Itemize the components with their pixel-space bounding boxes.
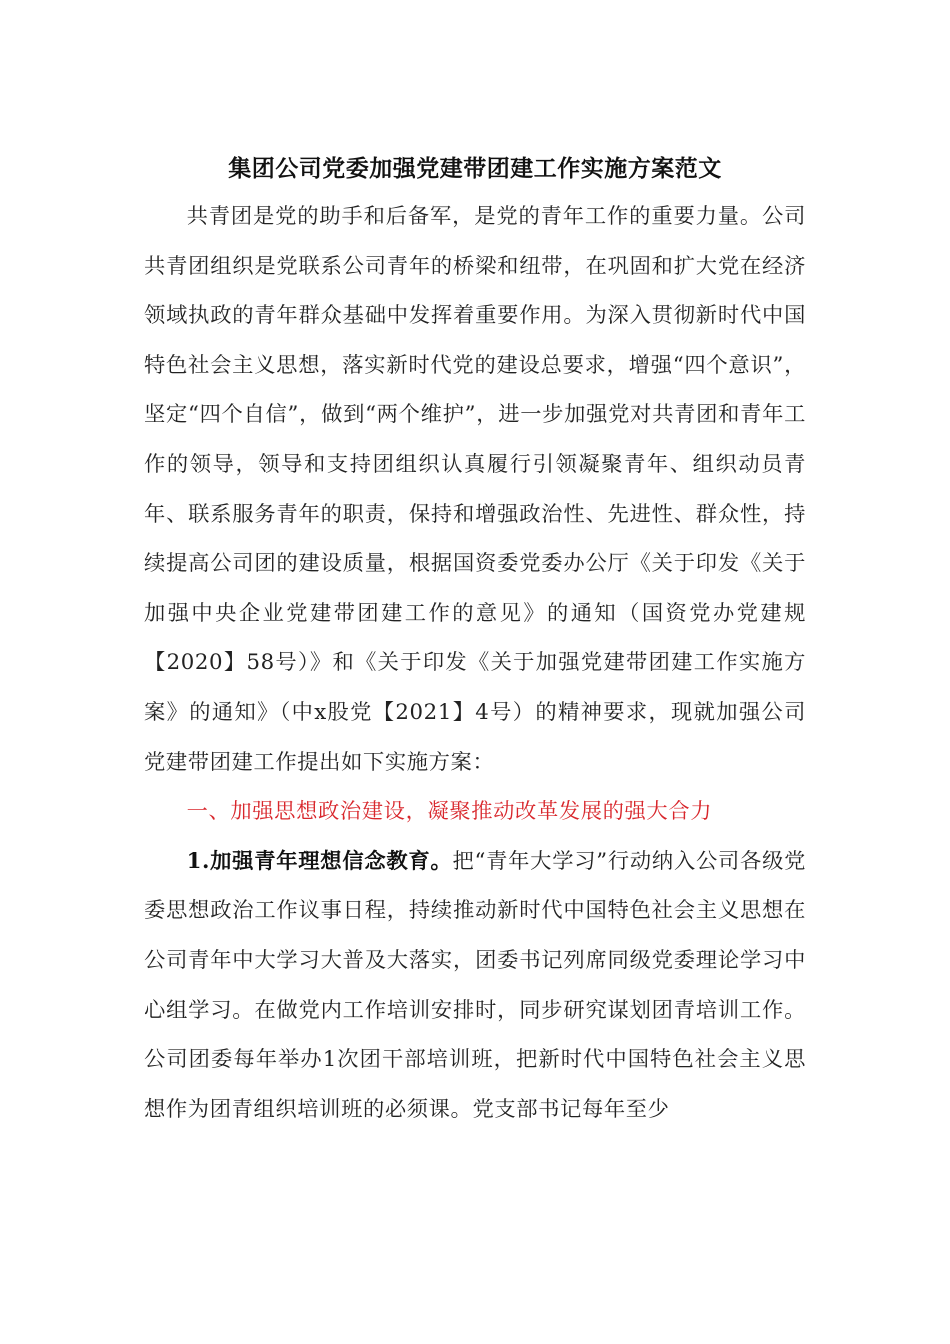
document-title: 集团公司党委加强党建带团建工作实施方案范文 [228,155,722,182]
section-one-heading: 一、加强思想政治建设，凝聚推动改革发展的强大合力 [186,799,713,825]
intro-paragraph: 共青团是党的助手和后备军，是党的青年工作的重要力量。公司共青团组织是党联系公司青年的桥梁和纽带，在巩固和扩大党在经济领域执政的青年群众基础中发挥着重要作用。为深入贯彻新时代中国特色社会主义思想，落实新时代党的建设总要求，增强“四个意识”，坚定“四个自信”，做到“两个维护”，进一步加强党对共青团和青年工作的领导，领导和支持团组织认真履行引领凝聚青年、组织动员青年、联系服务青年的职责，保持和增强政治性、先进性、群众性，持续提高公司团的建设质量，根据国资委党委办公厅《关于印发《关于加强中央企业党建带团建工作的意见》的通知（国资党办党建规【2020】58号）》和《关于印发《关于加强党建带团建工作实施方案》的通知》（中x股党【2021】4号）的精神要求，现就加强公司党建带团建工作提出如下实施方案： [144,204,806,775]
item-one-body: 把“青年大学习”行动纳入公司各级党委思想政治工作议事日程，持续推动新时代中国特色社会主义思想在公司青年中大学习大普及大落实，团委书记列席同级党委理论学习中心组学习。在做党内工作培训安排时，同步研究谋划团青培训工作。公司团委每年举办1次团干部培训班，把新时代中国特色社会主义思想作为团青组织培训班的必须课。党支部书记每年至少 [144,848,806,1122]
item-one-lead: 1.加强青年理想信念教育。 [186,848,453,874]
document-body [144,192,806,1134]
item-one-paragraph [144,837,806,1135]
